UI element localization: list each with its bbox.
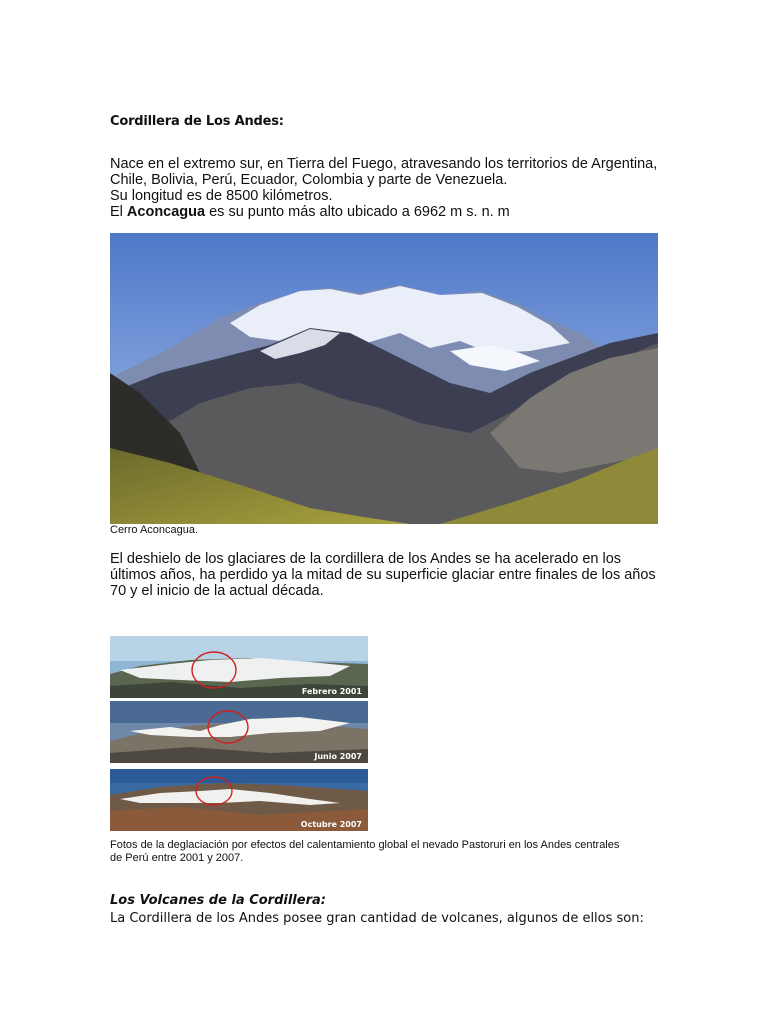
glacier-photo-oct-2007 xyxy=(110,769,368,831)
panel-label: Junio 2007 xyxy=(314,752,362,761)
intro-line: Chile, Bolivia, Perú, Ecuador, Colombia y parte de Venezuela. xyxy=(110,172,508,188)
aconcagua-photo xyxy=(110,233,658,524)
glacier-paragraph xyxy=(110,551,670,599)
glacier-caption-line: de Perú entre 2001 y 2007. xyxy=(110,852,244,864)
glacier-caption xyxy=(110,839,670,865)
intro-line xyxy=(110,204,670,220)
glacier-line: El deshielo de los glaciares de la cordillera de los Andes se ha acelerado en los xyxy=(110,551,622,567)
panel-label: Octubre 2007 xyxy=(300,820,362,829)
aconcagua-bold: Aconcagua xyxy=(126,204,206,220)
section-heading: Cordillera de Los Andes: xyxy=(110,114,284,129)
intro-line: Nace en el extremo sur, en Tierra del Fuego, atravesando los territorios de Argentina, xyxy=(110,156,658,172)
intro-suffix: es su punto más alto ubicado a 6962 m s. n. m xyxy=(205,204,510,220)
intro-line: Su longitud es de 8500 kilómetros. xyxy=(110,188,333,204)
volcanoes-text: La Cordillera de los Andes posee gran cantidad de volcanes, algunos de ellos son: xyxy=(110,911,644,926)
photo-caption: Cerro Aconcagua. xyxy=(110,524,199,536)
glacier-caption-line: Fotos de la deglaciación por efectos del calentamiento global el nevado Pastoruri en los Andes centrales xyxy=(110,839,620,851)
intro-prefix: El xyxy=(110,204,127,220)
glacier-photo-2001 xyxy=(110,636,368,698)
glacier-line: últimos años, ha perdido ya la mitad de su superficie glaciar entre finales de los años xyxy=(110,567,656,583)
glacier-line: 70 y el inicio de la actual década. xyxy=(110,583,324,599)
glacier-photo-jun-2007 xyxy=(110,701,368,763)
intro-paragraph xyxy=(110,156,670,220)
panel-label: Febrero 2001 xyxy=(301,687,362,696)
volcanoes-heading: Los Volcanes de la Cordillera: xyxy=(110,893,326,908)
